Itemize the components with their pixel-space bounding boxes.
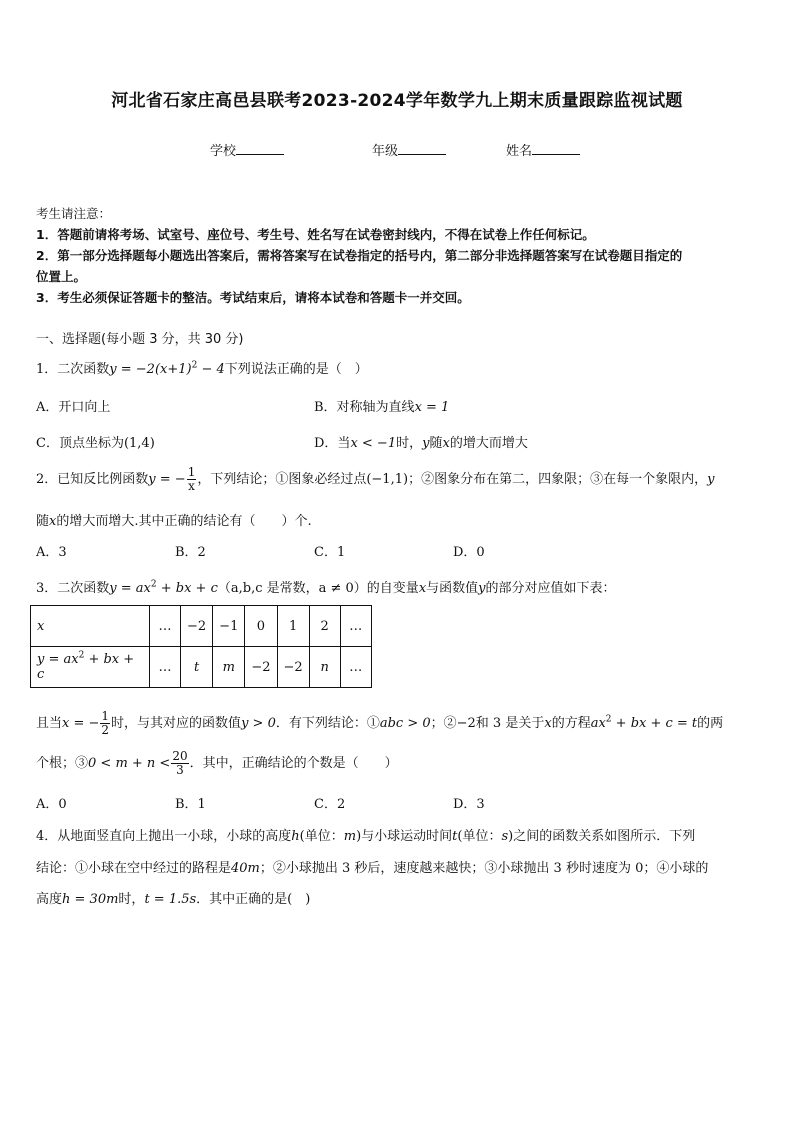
table-header-cell: $y = ax^2$ + bx + c bbox=[31, 647, 150, 688]
q2-option-c[interactable]: C．1 bbox=[314, 545, 346, 560]
question-4: 4．从地面竖直向上抛出一小球，小球的高度h(单位：m)与小球运动时间t(单位：s)之间的函数关系如图所示．下列 bbox=[36, 829, 696, 844]
table-cell: t bbox=[181, 647, 213, 688]
page-title: 河北省石家庄高邑县联考2023-2024学年数学九上期末质量跟踪监视试题 bbox=[111, 91, 683, 111]
fraction: $\frac{20}{3}$ bbox=[172, 749, 188, 777]
table-cell: m bbox=[213, 647, 245, 688]
question-4-line-3: 高度h = 30m时，t = 1.5s．其中正确的是( ) bbox=[36, 892, 311, 907]
grade-blank[interactable] bbox=[398, 142, 446, 155]
q2-option-a[interactable]: A．3 bbox=[36, 545, 67, 560]
notice-item: 2．第一部分选择题每小题选出答案后，需将答案写在试卷指定的括号内，第二部分非选择题答案写在试卷题目指定的 bbox=[36, 248, 683, 263]
notice-item: 3．考生必须保证答题卡的整洁。考试结束后，请将本试卷和答题卡一并交回。 bbox=[36, 290, 470, 305]
table-row bbox=[31, 606, 372, 647]
table-cell: … bbox=[340, 647, 371, 688]
school-blank[interactable] bbox=[236, 142, 284, 155]
grade-field[interactable]: 年级 bbox=[372, 140, 446, 159]
question-4-line-2: 结论：①小球在空中经过的路程是40m；②小球抛出 3 秒后，速度越来越快；③小球抛出 3 秒时速度为 0；④小球的 bbox=[36, 861, 709, 876]
table-row bbox=[31, 647, 372, 688]
value-table bbox=[30, 605, 372, 688]
q1-option-c[interactable]: C．顶点坐标为(1,4) bbox=[36, 436, 155, 451]
notice-item: 位置上。 bbox=[36, 269, 87, 284]
question-1: 1．二次函数$y = -2(x+1)^2 - 4$下列说法正确的是（ ） bbox=[36, 360, 368, 377]
q3-option-a[interactable]: A．0 bbox=[36, 797, 67, 812]
q3-option-c[interactable]: C．2 bbox=[314, 797, 346, 812]
table-cell: 0 bbox=[245, 606, 277, 647]
q1-option-d[interactable]: D．当x < −1时，y随x的增大而增大 bbox=[314, 436, 528, 451]
name-blank[interactable] bbox=[532, 142, 580, 155]
table-cell: −2 bbox=[181, 606, 213, 647]
section-heading: 一、选择题(每小题 3 分，共 30 分) bbox=[36, 332, 244, 347]
table-cell: −1 bbox=[213, 606, 245, 647]
school-field[interactable]: 学校 bbox=[210, 140, 284, 159]
notice-heading: 考生请注意： bbox=[36, 206, 112, 221]
question-2: 2．已知反比例函数y = − $\frac{1}{x}$ ，下列结论；①图象必经过点(−1,1)；②图象分布在第二，四象限；③在每一个象限内，y bbox=[36, 465, 715, 493]
q3-option-b[interactable]: B．1 bbox=[175, 797, 206, 812]
table-cell: −2 bbox=[277, 647, 309, 688]
name-field[interactable]: 姓名 bbox=[506, 140, 580, 159]
fraction: $\frac{1}{2}$ bbox=[101, 709, 110, 737]
table-cell: … bbox=[150, 606, 181, 647]
table-cell: 2 bbox=[309, 606, 340, 647]
q2-option-d[interactable]: D．0 bbox=[453, 545, 485, 560]
table-cell: 1 bbox=[277, 606, 309, 647]
table-header-cell: x bbox=[31, 606, 150, 647]
table-cell: … bbox=[150, 647, 181, 688]
q1-option-b[interactable]: B．对称轴为直线x = 1 bbox=[314, 400, 450, 415]
notice-item: 1．答题前请将考场、试室号、座位号、考生号、姓名写在试卷密封线内，不得在试卷上作任何标记。 bbox=[36, 227, 595, 242]
q3-option-d[interactable]: D．3 bbox=[453, 797, 485, 812]
notice-block bbox=[36, 203, 760, 308]
question-2-line-2: 随x的增大而增大.其中正确的结论有（ ）个. bbox=[36, 514, 312, 529]
fraction: $\frac{1}{x}$ bbox=[187, 465, 196, 493]
question-3-line-3: 个根；③0 < m + n < $\frac{20}{3}$ ．其中，正确结论的个数是（ ） bbox=[36, 749, 398, 777]
q2-option-b[interactable]: B．2 bbox=[175, 545, 206, 560]
table-cell: −2 bbox=[245, 647, 277, 688]
question-3-line-2: 且当x = − $\frac{1}{2}$ 时，与其对应的函数值y > 0．有下列结论：①abc > 0；②−2和 3 是关于x的方程$ax^2$ + bx + c = t的两 bbox=[36, 709, 724, 737]
table-cell: … bbox=[340, 606, 371, 647]
question-3: 3．二次函数$y = ax^2$ + bx + c（a,b,c 是常数，a ≠ 0）的自变量x与函数值y的部分对应值如下表： bbox=[36, 579, 616, 596]
q1-option-a[interactable]: A．开口向上 bbox=[36, 400, 111, 415]
table-cell: n bbox=[309, 647, 340, 688]
